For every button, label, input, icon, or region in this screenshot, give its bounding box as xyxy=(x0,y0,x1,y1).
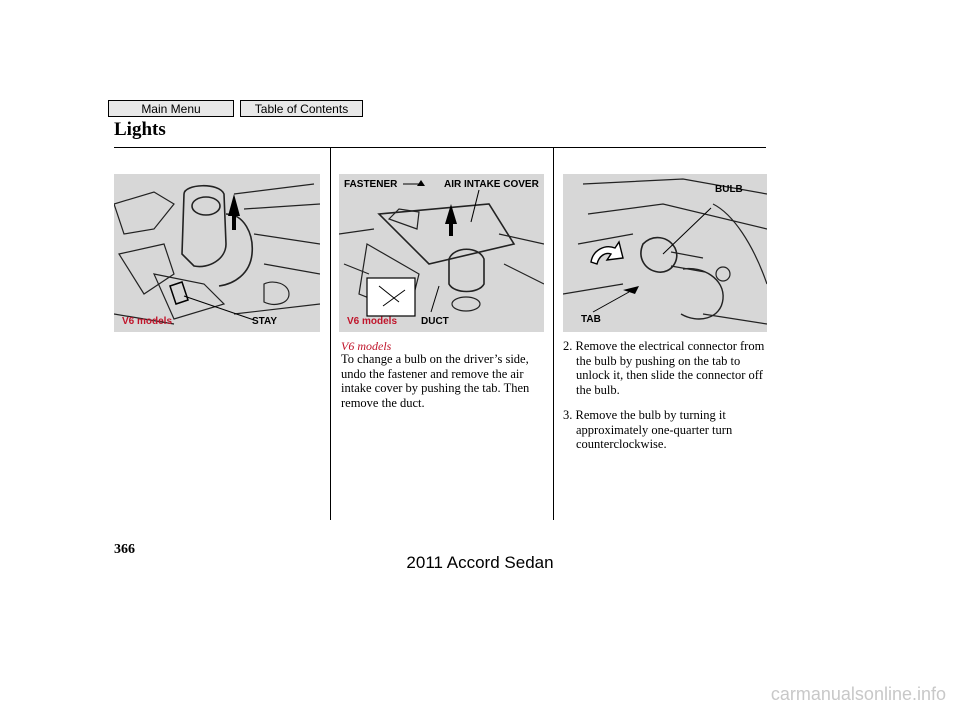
fastener-label: FASTENER xyxy=(344,179,398,190)
headlight-bulb-illustration xyxy=(563,174,767,332)
page-number: 366 xyxy=(114,542,135,557)
step-3-text: 3. Remove the bulb by turning it approximately one-quarter turn counterclockwise. xyxy=(563,408,733,452)
column-divider-left xyxy=(330,148,331,520)
watermark: carmanualsonline.info xyxy=(770,684,946,704)
column-divider-right xyxy=(553,148,554,520)
page-title: Lights xyxy=(114,119,166,140)
document-title: 2011 Accord Sedan xyxy=(406,553,554,572)
figure-washer-reservoir xyxy=(114,174,320,332)
stay-label: STAY xyxy=(252,316,278,327)
table-of-contents-button[interactable]: Table of Contents xyxy=(240,100,363,117)
air-intake-illustration xyxy=(339,174,544,332)
figure-headlight-bulb xyxy=(563,174,767,332)
washer-reservoir-illustration xyxy=(114,174,320,332)
model-caption: V6 models xyxy=(341,339,392,353)
bulb-label: BULB xyxy=(715,184,743,195)
main-menu-button[interactable]: Main Menu xyxy=(108,100,234,117)
figure-air-intake xyxy=(339,174,544,332)
figure-model-label: V6 models xyxy=(347,316,398,327)
figure-model-label: V6 models xyxy=(122,316,173,327)
instruction-text: To change a bulb on the driver’s side, undo the fastener and remove the air intake cover by pushing the tab. Then remove the duct. xyxy=(341,352,530,410)
tab-label: TAB xyxy=(581,314,601,325)
header-rule xyxy=(114,147,766,148)
air-intake-cover-label: AIR INTAKE COVER xyxy=(444,179,539,190)
step-2-text: 2. Remove the electrical connector from the bulb by pushing on the tab to unlock it, then slide the connector off the bulb. xyxy=(563,339,765,397)
duct-label: DUCT xyxy=(421,316,449,327)
